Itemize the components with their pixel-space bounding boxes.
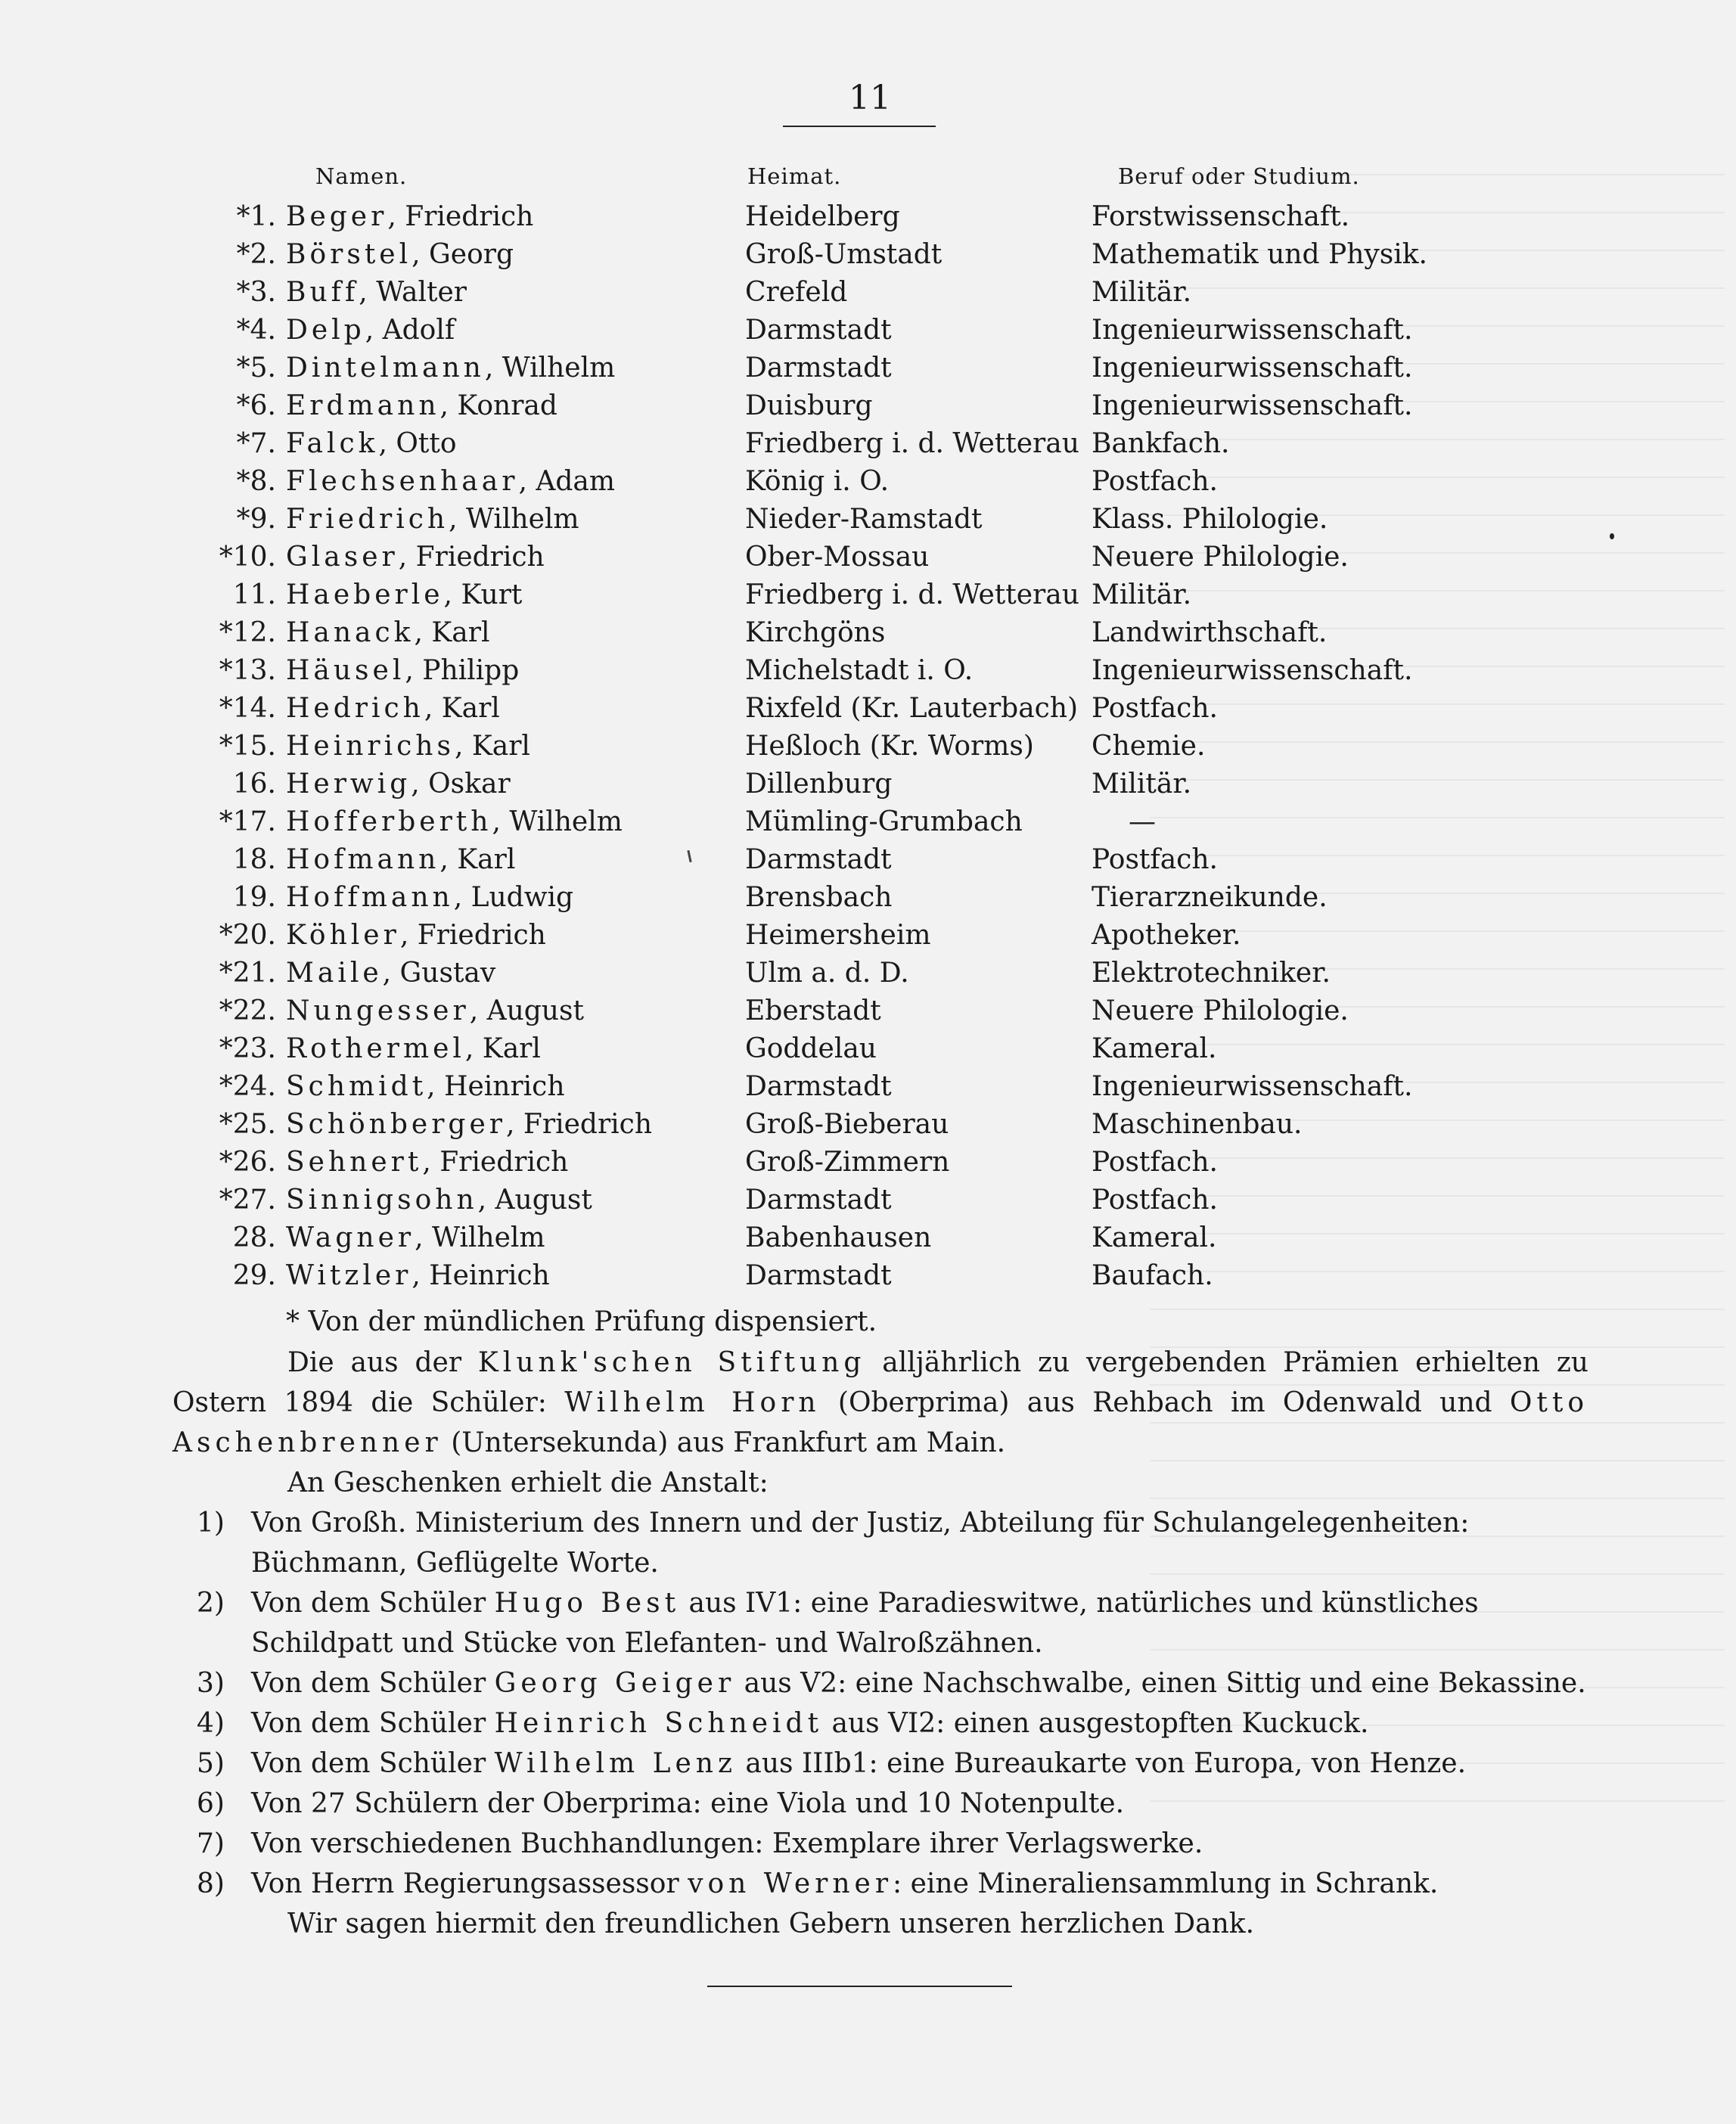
- name-separator: ,: [411, 239, 429, 270]
- student-name: [286, 992, 584, 1030]
- gift-item: [172, 1864, 1588, 1904]
- student-number: *2.: [236, 239, 276, 270]
- student-home: Friedberg i. d. Wetterau: [745, 579, 1079, 610]
- student-profession: Ingenieurwissenschaft.: [1092, 352, 1413, 384]
- student-surname: Glaser: [286, 542, 399, 573]
- student-profession: Apotheker.: [1092, 920, 1241, 951]
- student-given-name: Wilhelm: [466, 504, 579, 535]
- student-number: *20.: [219, 920, 276, 951]
- student-given-name: Kurt: [461, 579, 523, 610]
- name-separator: ,: [405, 655, 423, 686]
- student-row: [0, 463, 1736, 501]
- student-profession: Postfach.: [1092, 1185, 1218, 1216]
- student-given-name: Friedrich: [439, 1147, 569, 1178]
- student-profession: Mathematik und Physik.: [1092, 239, 1427, 270]
- gift-text: aus IV1: eine Paradieswitwe, natürliches und künstliches Schildpatt und Stücke von Elefanten- und Walroßzähnen.: [251, 1588, 1479, 1659]
- student-number: *3.: [236, 277, 276, 308]
- student-number: *10.: [219, 542, 276, 573]
- student-surname: Hedrich: [286, 693, 424, 724]
- student-surname: Dintelmann: [286, 352, 485, 384]
- student-surname: Haeberle: [286, 579, 444, 610]
- student-surname: Köhler: [286, 920, 400, 951]
- gift-item: [172, 1663, 1588, 1703]
- student-surname: Delp: [286, 315, 365, 346]
- student-name: [286, 501, 579, 539]
- student-name: [286, 803, 623, 841]
- student-profession: Militär.: [1092, 579, 1192, 610]
- student-home: Brensbach: [745, 882, 893, 913]
- student-given-name: Philipp: [422, 655, 520, 686]
- gift-item: [172, 1784, 1588, 1824]
- student-profession: Ingenieurwissenschaft.: [1092, 315, 1413, 346]
- student-row: [0, 728, 1736, 765]
- student-row: [0, 387, 1736, 425]
- student-surname: Wagner: [286, 1222, 415, 1253]
- gift-text: Von Großh. Ministerium des Innern und der Justiz, Abteilung für Schulangelegenheiten: Büchmann, Geflügelte Worte.: [251, 1508, 1470, 1579]
- student-row: [0, 917, 1736, 955]
- student-surname: Hofferberth: [286, 806, 492, 837]
- student-row: [0, 539, 1736, 576]
- student-name: [286, 690, 500, 728]
- student-profession: Klass. Philologie.: [1092, 504, 1328, 535]
- gifts-intro: An Geschenken erhielt die Anstalt:: [287, 1467, 769, 1498]
- gift-text: : eine Mineraliensammlung in Schrank.: [893, 1868, 1439, 1899]
- gift-number: 1): [197, 1508, 225, 1539]
- column-header-names: Namen.: [315, 163, 408, 189]
- student-surname: Sehnert: [286, 1147, 423, 1178]
- student-roster: [0, 198, 1736, 1295]
- student-profession: Elektrotechniker.: [1092, 958, 1331, 989]
- gift-text: Von dem Schüler: [251, 1588, 495, 1619]
- name-separator: ,: [427, 1071, 445, 1102]
- student-name: [286, 274, 467, 312]
- student-name: [286, 1182, 592, 1219]
- student-profession: Landwirthschaft.: [1092, 617, 1328, 648]
- name-separator: ,: [399, 920, 418, 951]
- student-home: Groß-Bieberau: [745, 1109, 949, 1140]
- student-number: *25.: [219, 1109, 276, 1140]
- student-number: *17.: [219, 806, 276, 837]
- prize-text-part: Die aus der: [287, 1347, 478, 1378]
- gift-text: Von dem Schüler: [251, 1708, 495, 1739]
- student-given-name: Friedrich: [415, 542, 545, 573]
- gift-text: aus IIIb1: eine Bureaukarte von Europa, von Henze.: [736, 1748, 1467, 1779]
- student-name: [286, 614, 489, 652]
- student-home: Darmstadt: [745, 352, 892, 384]
- name-separator: ,: [518, 466, 536, 497]
- gift-number: 3): [197, 1668, 225, 1699]
- name-separator: ,: [365, 315, 383, 346]
- student-name: [286, 728, 530, 765]
- student-surname: Herwig: [286, 769, 411, 800]
- student-row: [0, 652, 1736, 690]
- student-row: [0, 879, 1736, 917]
- student-surname: Friedrich: [286, 504, 449, 535]
- student-given-name: Karl: [457, 844, 516, 875]
- student-name: [286, 463, 615, 501]
- student-profession: Ingenieurwissenschaft.: [1092, 655, 1413, 686]
- student-given-name: Friedrich: [417, 920, 546, 951]
- student-number: *22.: [219, 995, 276, 1026]
- student-surname: Rothermel: [286, 1033, 465, 1064]
- name-separator: ,: [449, 504, 467, 535]
- student-home: Crefeld: [745, 277, 848, 308]
- student-home: Nieder-Ramstadt: [745, 504, 983, 535]
- student-surname: Nungesser: [286, 995, 470, 1026]
- student-surname: Erdmann: [286, 390, 440, 421]
- prize-text-part: (Untersekunda) aus Frankfurt am Main.: [442, 1427, 1006, 1458]
- student-home: Darmstadt: [745, 844, 892, 875]
- donor-name: Heinrich Schneidt: [494, 1708, 824, 1739]
- student-profession: Postfach.: [1092, 1147, 1218, 1178]
- student-number: 11.: [232, 579, 276, 610]
- student-profession: Militär.: [1092, 769, 1192, 800]
- student-row: [0, 198, 1736, 236]
- student-surname: Falck: [286, 428, 379, 459]
- student-name: [286, 841, 515, 879]
- student-number: *15.: [219, 731, 276, 762]
- student-row: [0, 1219, 1736, 1257]
- gift-item: [172, 1824, 1588, 1864]
- name-separator: ,: [454, 731, 472, 762]
- student-row: [0, 349, 1736, 387]
- student-given-name: August: [486, 995, 584, 1026]
- student-number: *14.: [219, 693, 276, 724]
- student-row: [0, 1257, 1736, 1295]
- student-name: [286, 539, 545, 576]
- student-number: 19.: [232, 882, 276, 913]
- name-separator: ,: [469, 995, 487, 1026]
- name-separator: ,: [414, 617, 432, 648]
- student-name: [286, 236, 514, 274]
- student-profession: Ingenieurwissenschaft.: [1092, 390, 1413, 421]
- student-profession: Postfach.: [1092, 844, 1218, 875]
- end-rule: [707, 1986, 1012, 1987]
- student-home: Duisburg: [745, 390, 873, 421]
- closing-line: Wir sagen hiermit den freundlichen Gebern unseren herzlichen Dank.: [287, 1908, 1255, 1939]
- student-surname: Beger: [286, 201, 388, 232]
- student-surname: Schönberger: [286, 1109, 506, 1140]
- student-home: Michelstadt i. O.: [745, 655, 974, 686]
- donor-name: von Werner: [688, 1868, 893, 1899]
- student-given-name: Friedrich: [405, 201, 534, 232]
- student-name: [286, 198, 533, 236]
- name-separator: ,: [387, 201, 405, 232]
- name-separator: ,: [439, 844, 458, 875]
- name-separator: ,: [411, 769, 429, 800]
- prize-text-part: (Oberprima) aus Rehbach im Odenwald und: [820, 1387, 1510, 1418]
- gift-text: Von verschiedenen Buchhandlungen: Exemplare ihrer Verlagswerke.: [251, 1828, 1203, 1859]
- student-name: [286, 1068, 565, 1106]
- name-separator: ,: [359, 277, 377, 308]
- prize-text: [172, 1343, 1588, 1463]
- student-given-name: Karl: [431, 617, 490, 648]
- donor-name: Georg Geiger: [494, 1668, 736, 1699]
- gift-number: 8): [197, 1868, 225, 1899]
- gift-text: aus VI2: einen ausgestopften Kuckuck.: [823, 1708, 1369, 1739]
- student-number: 28.: [232, 1222, 276, 1253]
- student-profession: Militär.: [1092, 277, 1192, 308]
- column-header-profession: Beruf oder Studium.: [1118, 163, 1360, 189]
- column-header-home: Heimat.: [747, 163, 842, 189]
- student-name: [286, 765, 511, 803]
- student-given-name: Karl: [441, 693, 500, 724]
- student-home: Darmstadt: [745, 1071, 892, 1102]
- student-given-name: Georg: [429, 239, 514, 270]
- student-home: Groß-Zimmern: [745, 1147, 950, 1178]
- student-number: *27.: [219, 1185, 276, 1216]
- student-home: Babenhausen: [745, 1222, 932, 1253]
- name-separator: ,: [411, 1260, 430, 1291]
- gift-number: 4): [197, 1708, 225, 1739]
- student-given-name: Konrad: [457, 390, 557, 421]
- name-separator: ,: [382, 958, 400, 989]
- student-name: [286, 312, 455, 349]
- student-row: [0, 1182, 1736, 1219]
- student-given-name: Heinrich: [444, 1071, 565, 1102]
- student-row: [0, 1030, 1736, 1068]
- student-number: *24.: [219, 1071, 276, 1102]
- student-home: König i. O.: [745, 466, 890, 497]
- name-separator: ,: [484, 352, 502, 384]
- student-surname: Buff: [286, 277, 359, 308]
- student-home: Eberstadt: [745, 995, 881, 1026]
- gifts-list: [172, 1503, 1588, 1904]
- name-separator: ,: [415, 1222, 432, 1253]
- name-separator: ,: [398, 542, 416, 573]
- student-profession: Forstwissenschaft.: [1092, 201, 1350, 232]
- student-number: *23.: [219, 1033, 276, 1064]
- student-name: [286, 879, 573, 917]
- student-row: [0, 841, 1736, 879]
- name-separator: ,: [492, 806, 510, 837]
- student-profession: Bankfach.: [1092, 428, 1230, 459]
- student-row: [0, 992, 1736, 1030]
- donor-name: Wilhelm Lenz: [494, 1748, 737, 1779]
- student-home: Mümling-Grumbach: [745, 806, 1023, 837]
- student-surname: Sinnigsohn: [286, 1185, 478, 1216]
- student-home: Friedberg i. d. Wetterau: [745, 428, 1079, 459]
- gift-text: Von dem Schüler: [251, 1668, 495, 1699]
- student-home: Rixfeld (Kr. Lauterbach): [745, 693, 1079, 724]
- student-row: [0, 1144, 1736, 1182]
- name-separator: ,: [443, 579, 461, 610]
- student-number: *12.: [219, 617, 276, 648]
- page-number: 11: [849, 79, 891, 117]
- student-profession: Maschinenbau.: [1092, 1109, 1303, 1140]
- gift-text: Von Herrn Regierungsassessor: [251, 1868, 688, 1899]
- prize-paragraph: [172, 1343, 1588, 1944]
- student-given-name: Karl: [471, 731, 530, 762]
- student-given-name: Otto: [396, 428, 457, 459]
- student-surname: Maile: [286, 958, 383, 989]
- gift-number: 6): [197, 1788, 225, 1819]
- student-given-name: Wilhelm: [502, 352, 616, 384]
- gift-item: [172, 1744, 1588, 1784]
- name-separator: ,: [422, 1147, 440, 1178]
- student-surname: Hoffmann: [286, 882, 454, 913]
- student-name: [286, 349, 615, 387]
- student-row: [0, 1106, 1736, 1144]
- student-number: *9.: [236, 504, 276, 535]
- gift-item: [172, 1703, 1588, 1744]
- student-surname: Hanack: [286, 617, 415, 648]
- gift-text: Von 27 Schülern der Oberprima: eine Viola und 10 Notenpulte.: [251, 1788, 1125, 1819]
- student-given-name: Friedrich: [523, 1109, 653, 1140]
- student-home: Ober-Mossau: [745, 542, 930, 573]
- student-row: [0, 576, 1736, 614]
- student-name: [286, 1219, 545, 1257]
- student-number: *6.: [236, 390, 276, 421]
- student-row: [0, 501, 1736, 539]
- student-given-name: Karl: [482, 1033, 541, 1064]
- student-surname: Hofmann: [286, 844, 440, 875]
- student-given-name: Ludwig: [470, 882, 574, 913]
- student-given-name: August: [495, 1185, 592, 1216]
- student-name: [286, 1144, 568, 1182]
- student-home: Ulm a. d. D.: [745, 958, 909, 989]
- student-number: 18.: [232, 844, 276, 875]
- name-separator: ,: [439, 390, 458, 421]
- student-surname: Börstel: [286, 239, 412, 270]
- gift-number: 2): [197, 1588, 225, 1619]
- student-given-name: Oskar: [428, 769, 511, 800]
- name-separator: ,: [453, 882, 471, 913]
- page-number-rule: [783, 126, 936, 127]
- student-home: Darmstadt: [745, 1185, 892, 1216]
- student-number: *1.: [236, 201, 276, 232]
- student-number: 29.: [232, 1260, 276, 1291]
- name-separator: ,: [424, 693, 442, 724]
- gift-number: 5): [197, 1748, 225, 1779]
- student-name: [286, 1257, 550, 1295]
- student-name: [286, 1030, 541, 1068]
- name-separator: ,: [464, 1033, 483, 1064]
- student-profession: Kameral.: [1092, 1222, 1217, 1253]
- student-home: Darmstadt: [745, 315, 892, 346]
- student-row: [0, 425, 1736, 463]
- student-home: Kirchgöns: [745, 617, 886, 648]
- student-given-name: Adolf: [382, 315, 455, 346]
- prize-text-part: alljährlich zu vergebenden Prämien erhielten zu Ostern 1894 die Schüler:: [172, 1347, 1588, 1418]
- student-given-name: Heinrich: [429, 1260, 550, 1291]
- student-number: *4.: [236, 315, 276, 346]
- student-profession: Neuere Philologie.: [1092, 995, 1349, 1026]
- student-row: [0, 765, 1736, 803]
- student-name: [286, 576, 522, 614]
- student-surname: Flechsenhaar: [286, 466, 519, 497]
- student-name: [286, 955, 495, 992]
- student-name: [286, 652, 519, 690]
- gift-item: [172, 1583, 1588, 1663]
- gift-number: 7): [197, 1828, 225, 1859]
- gift-text: Von dem Schüler: [251, 1748, 495, 1779]
- gift-text: aus V2: eine Nachschwalbe, einen Sittig und eine Bekassine.: [735, 1668, 1586, 1699]
- student-profession: Ingenieurwissenschaft.: [1092, 1071, 1413, 1102]
- foundation-name: Klunk'schen Stiftung: [477, 1347, 866, 1378]
- student-profession: Chemie.: [1092, 731, 1206, 762]
- student-profession: Postfach.: [1092, 466, 1218, 497]
- student-row: [0, 614, 1736, 652]
- student-number: *8.: [236, 466, 276, 497]
- student-number: *26.: [219, 1147, 276, 1178]
- student-home: Dillenburg: [745, 769, 893, 800]
- student-name: [286, 425, 457, 463]
- student-number: *21.: [219, 958, 276, 989]
- student-given-name: Adam: [536, 466, 615, 497]
- student-row: [0, 955, 1736, 992]
- student-given-name: Walter: [376, 277, 467, 308]
- student-home: Groß-Umstadt: [745, 239, 943, 270]
- prize-winner-name: Otto Aschenbrenner: [172, 1387, 1588, 1458]
- student-given-name: Gustav: [399, 958, 496, 989]
- student-name: [286, 917, 546, 955]
- student-profession: Postfach.: [1092, 693, 1218, 724]
- student-given-name: Wilhelm: [431, 1222, 545, 1253]
- donor-name: Hugo Best: [494, 1588, 681, 1619]
- student-row: [0, 803, 1736, 841]
- name-separator: ,: [378, 428, 396, 459]
- student-number: *7.: [236, 428, 276, 459]
- student-row: [0, 690, 1736, 728]
- student-home: Goddelau: [745, 1033, 877, 1064]
- student-number: *13.: [219, 655, 276, 686]
- student-profession: Neuere Philologie.: [1092, 542, 1349, 573]
- name-separator: ,: [506, 1109, 523, 1140]
- footnote: * Von der mündlichen Prüfung dispensiert.: [286, 1306, 877, 1337]
- name-separator: ,: [477, 1185, 495, 1216]
- student-row: [0, 1068, 1736, 1106]
- student-name: [286, 387, 557, 425]
- student-home: Heidelberg: [745, 201, 900, 232]
- student-profession: Baufach.: [1092, 1260, 1213, 1291]
- student-home: Heimersheim: [745, 920, 931, 951]
- student-surname: Heinrichs: [286, 731, 455, 762]
- student-name: [286, 1106, 652, 1144]
- student-surname: Häusel: [286, 655, 405, 686]
- student-home: Heßloch (Kr. Worms): [745, 731, 1034, 762]
- student-profession: —: [1129, 806, 1156, 837]
- prize-winner-name: Wilhelm Horn: [564, 1387, 821, 1418]
- gift-item: [172, 1503, 1588, 1583]
- student-surname: Witzler: [286, 1260, 412, 1291]
- student-row: [0, 274, 1736, 312]
- student-row: [0, 236, 1736, 274]
- student-row: [0, 312, 1736, 349]
- student-profession: Tierarzneikunde.: [1092, 882, 1328, 913]
- student-number: *5.: [236, 352, 276, 384]
- student-given-name: Wilhelm: [509, 806, 623, 837]
- student-surname: Schmidt: [286, 1071, 427, 1102]
- student-home: Darmstadt: [745, 1260, 892, 1291]
- student-profession: Kameral.: [1092, 1033, 1217, 1064]
- student-number: 16.: [232, 769, 276, 800]
